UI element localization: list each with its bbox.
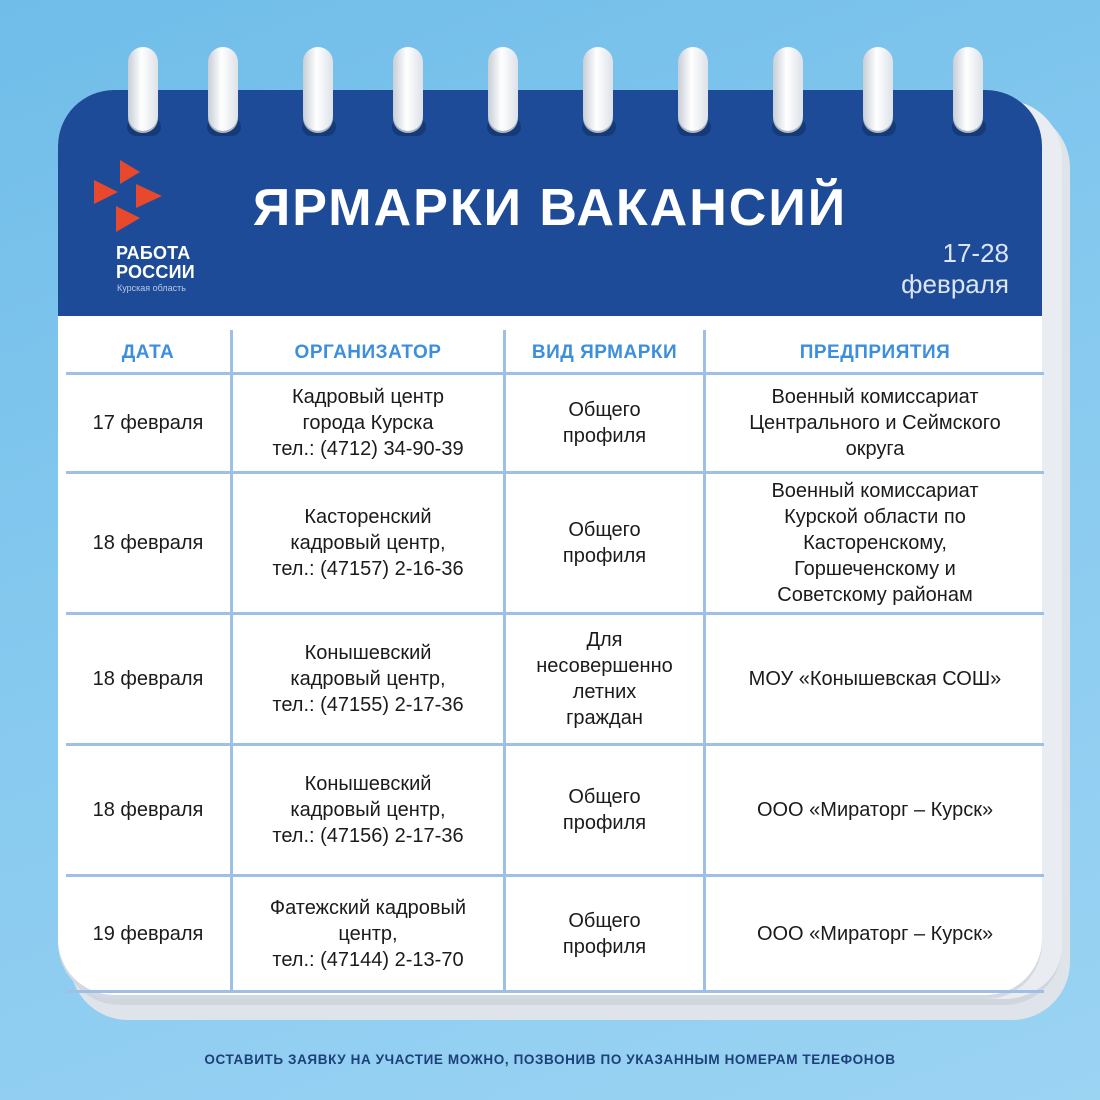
column-header-type: ВИД ЯРМАРКИ: [531, 342, 678, 363]
binder-ring: [863, 47, 893, 131]
cell-date: 18 февраля: [92, 532, 204, 554]
cell-type: Общего профиля: [562, 399, 647, 447]
column-header-companies: ПРЕДПРИЯТИЯ: [799, 342, 951, 363]
date-range: 17-28 февраля: [901, 238, 1009, 299]
column-header-organizer: ОРГАНИЗАТОР: [294, 342, 442, 363]
binder-ring: [953, 47, 983, 131]
cell-organizer: Конышевский кадровый центр, тел.: (47156) 2-17-36: [272, 773, 464, 847]
cell-organizer: Фатежский кадровый центр, тел.: (47144) 2-13-70: [269, 896, 467, 971]
column-header-date: ДАТА: [121, 342, 175, 363]
cell-companies: ООО «Мираторг – Курск»: [756, 922, 994, 945]
cell-type: Общего профиля: [562, 786, 647, 834]
binder-ring: [583, 47, 613, 131]
cell-date: 18 февраля: [92, 799, 204, 821]
binder-ring: [393, 47, 423, 131]
cell-type: Общего профиля: [562, 909, 647, 958]
logo-region: Курская область: [117, 283, 186, 293]
binder-ring: [773, 47, 803, 131]
cell-organizer: Конышевский кадровый центр, тел.: (47155) 2-17-36: [272, 642, 464, 716]
cell-organizer: Кадровый центр города Курска тел.: (4712) 34-90-39: [272, 386, 464, 460]
binder-ring: [208, 47, 238, 131]
binder-ring: [303, 47, 333, 131]
binder-ring: [128, 47, 158, 131]
cell-type: Общего профиля: [562, 519, 647, 567]
cell-date: 18 февраля: [92, 668, 204, 690]
page-title: ЯРМАРКИ ВАКАНСИЙ: [252, 179, 848, 237]
cell-organizer: Касторенский кадровый центр, тел.: (47157) 2-16-36: [272, 506, 464, 580]
cell-type: Для несовершенно летних граждан: [536, 629, 673, 729]
binder-ring: [678, 47, 708, 131]
cell-companies: Военный комиссариат Курской области по Касторенскому, Горшеченскому и Советскому районам: [771, 480, 979, 606]
logo-wordmark: РАБОТА РОССИИ: [116, 243, 195, 282]
cell-companies: ООО «Мираторг – Курск»: [756, 799, 994, 821]
table-divider: [66, 990, 1044, 993]
footer-note: ОСТАВИТЬ ЗАЯВКУ НА УЧАСТИЕ МОЖНО, ПОЗВОНИВ ПО УКАЗАННЫМ НОМЕРАМ ТЕЛЕФОНОВ: [204, 1052, 896, 1067]
cell-companies: Военный комиссариат Центрального и Сеймского округа: [749, 386, 1001, 460]
cell-date: 19 февраля: [92, 922, 204, 945]
cell-companies: МОУ «Конышевская СОШ»: [748, 668, 1002, 690]
binder-ring: [488, 47, 518, 131]
cell-date: 17 февраля: [92, 412, 204, 434]
